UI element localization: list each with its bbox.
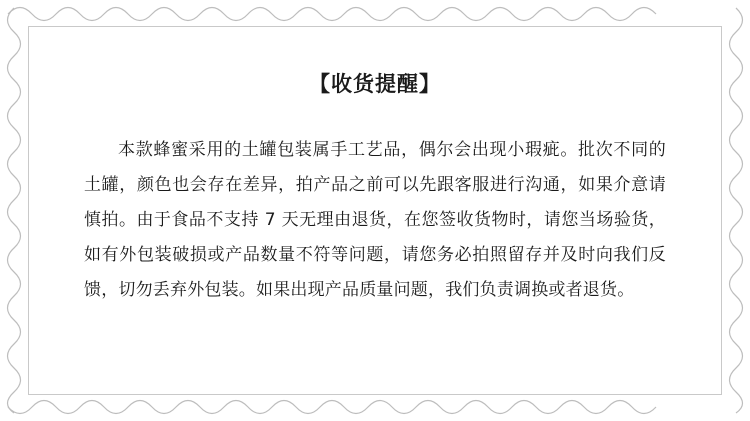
notice-content [28,26,722,395]
notice-title: 【收货提醒】 [309,72,441,96]
notice-body-text: 本款蜂蜜采用的土罐包装属手工艺品，偶尔会出现小瑕疵。批次不同的土罐，颜色也会存在差异，拍产品之前可以先跟客服进行沟通，如果介意请慎拍。由于食品不支持 7 天无理由退货，在您签收货物时，请您当场验货，如有外包装破损或产品数量不符等问题，请您务必拍照留存并及时向我们反馈，切勿丢弃外包装。如果出现产品质量问题，我们负责调换或者退货。 [84,140,666,300]
